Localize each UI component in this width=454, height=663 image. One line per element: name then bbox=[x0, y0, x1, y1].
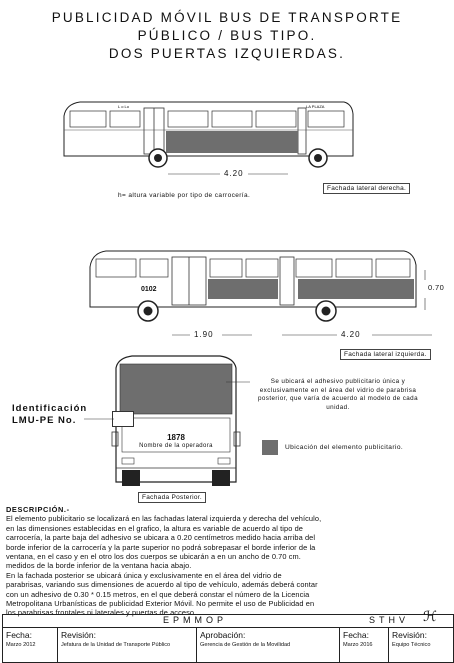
fecha-value: Marzo 2012 bbox=[6, 642, 36, 648]
height-note: h= altura variable por tipo de carrocería. bbox=[118, 192, 251, 199]
svg-text:L o Lo: L o Lo bbox=[118, 104, 129, 109]
fecha2-label: Fecha: bbox=[343, 630, 369, 640]
bus-left-dim-2: 4.20 bbox=[341, 330, 361, 339]
identification-leader-line bbox=[84, 417, 116, 421]
legend-text: Ubicación del elemento publicitario. bbox=[285, 444, 404, 451]
bus-left-height-marker bbox=[422, 270, 428, 310]
description-line: borde inferior de la carrocería y la parte superior no podrá sobrepasar el borde inferior de la bbox=[6, 542, 316, 552]
description-line: con un adhesivo de 0.30 * 0.15 metros, en el que deberá constar el número de la Licencia bbox=[6, 589, 310, 599]
description-line: carrocería, la parte baja del adhesivo se ubicara a 0.20 centímetros medido hacia arriba del bbox=[6, 533, 316, 543]
fecha-label: Fecha: bbox=[6, 630, 32, 640]
org-right: STHV bbox=[369, 615, 410, 625]
rear-operator-name: Nombre de la operadora bbox=[139, 443, 213, 449]
bus-right-dimension: 4.20 bbox=[224, 169, 244, 178]
aprobacion-label: Aprobación: bbox=[200, 630, 246, 640]
legend-swatch bbox=[262, 440, 278, 455]
bus-right-side-drawing bbox=[58, 98, 358, 170]
right-side-label: Fachada lateral derecha. bbox=[323, 183, 410, 194]
ad-area-right bbox=[166, 131, 298, 153]
bus-left-dimension-lines bbox=[172, 332, 432, 338]
description-line: en las dimensiones establecidas en el grafico, la altura es variable de acuerdo al tipo de bbox=[6, 523, 303, 533]
footer-cell-fecha-2 bbox=[340, 628, 389, 662]
rear-note: Se ubicará el adhesivo publicitario única y exclusivamente en el área del vidrio de parabrisa posterior, que varía de acuerdo al modelo de cada unidad. bbox=[258, 378, 418, 411]
revision2-label: Revisión: bbox=[392, 630, 427, 640]
bus-right-dimension-line bbox=[168, 171, 288, 177]
footer-cell-revision-2 bbox=[389, 628, 453, 662]
revision-label: Revisión: bbox=[61, 630, 96, 640]
footer-cell-aprobacion bbox=[197, 628, 340, 662]
title-line-3: DOS PUERTAS IZQUIERDAS. bbox=[108, 46, 346, 61]
title-line-2: PÚBLICO / BUS TIPO. bbox=[137, 28, 317, 43]
description-line: parabrisas, variando sus dimensiones de acuerdo al tipo de vehículo, además deberá contar bbox=[6, 580, 318, 590]
bus-left-number: 0102 bbox=[141, 286, 157, 293]
rear-note-leader-line bbox=[226, 380, 250, 384]
bus-left-dim-1: 1.90 bbox=[194, 330, 214, 339]
description-line: Metropolitana Urbanísticas de publicidad Exterior Móvil. No permite el uso de Publicidad en bbox=[6, 599, 315, 609]
bus-left-side-drawing bbox=[86, 247, 422, 323]
rear-label: Fachada Posterior. bbox=[138, 492, 206, 503]
bus-left-dim-height: 0.70 bbox=[428, 283, 445, 292]
description-line: medidos de la borde inferior de la ventana hacia abajo. bbox=[6, 561, 192, 571]
identification-line-2: LMU-PE No. bbox=[12, 415, 77, 426]
left-side-label: Fachada lateral izquierda. bbox=[340, 349, 431, 360]
revision-value: Jefatura de la Unidad de Transporte Público bbox=[61, 642, 171, 648]
identification-line-1: Identificación bbox=[12, 403, 88, 414]
ad-area-rear bbox=[120, 364, 232, 414]
description-line: ventana, en el caso y en el otro los dos cuerpos se ubicarán a en un ancho de 0.70 cm. bbox=[6, 552, 301, 562]
title-line-1: PUBLICIDAD MÓVIL BUS DE TRANSPORTE bbox=[51, 10, 403, 25]
aprobacion-value: Gerencia de Gestión de la Movilidad bbox=[200, 642, 291, 648]
signature-mark: ℋ bbox=[423, 609, 437, 625]
org-left: EPMMOP bbox=[163, 615, 228, 625]
footer-cell-revision bbox=[58, 628, 197, 662]
footer-cell-fecha bbox=[3, 628, 58, 662]
page-title bbox=[0, 9, 454, 63]
description-block bbox=[6, 505, 448, 618]
description-line: El elemento publicitario se localizará en las fachadas lateral izquierda y derecha del vehículo, bbox=[6, 514, 322, 524]
rear-unit-number: 1878 bbox=[167, 433, 185, 442]
identification-label bbox=[12, 403, 87, 427]
ad-area-left-front bbox=[208, 279, 278, 299]
description-line: los parabrisas frontales ni laterales y puertas de acceso. bbox=[6, 608, 197, 618]
ad-area-left-rear bbox=[298, 279, 414, 299]
description-line: En la fachada posterior se ubicará única y exclusivamente en el área del vidrio de bbox=[6, 570, 282, 580]
svg-text:LA PLAZA: LA PLAZA bbox=[306, 104, 325, 109]
fecha2-value: Marzo 2016 bbox=[343, 642, 373, 648]
revision2-value: Equipo Técnico bbox=[392, 642, 431, 648]
description-heading: DESCRIPCIÓN.- bbox=[6, 505, 70, 514]
